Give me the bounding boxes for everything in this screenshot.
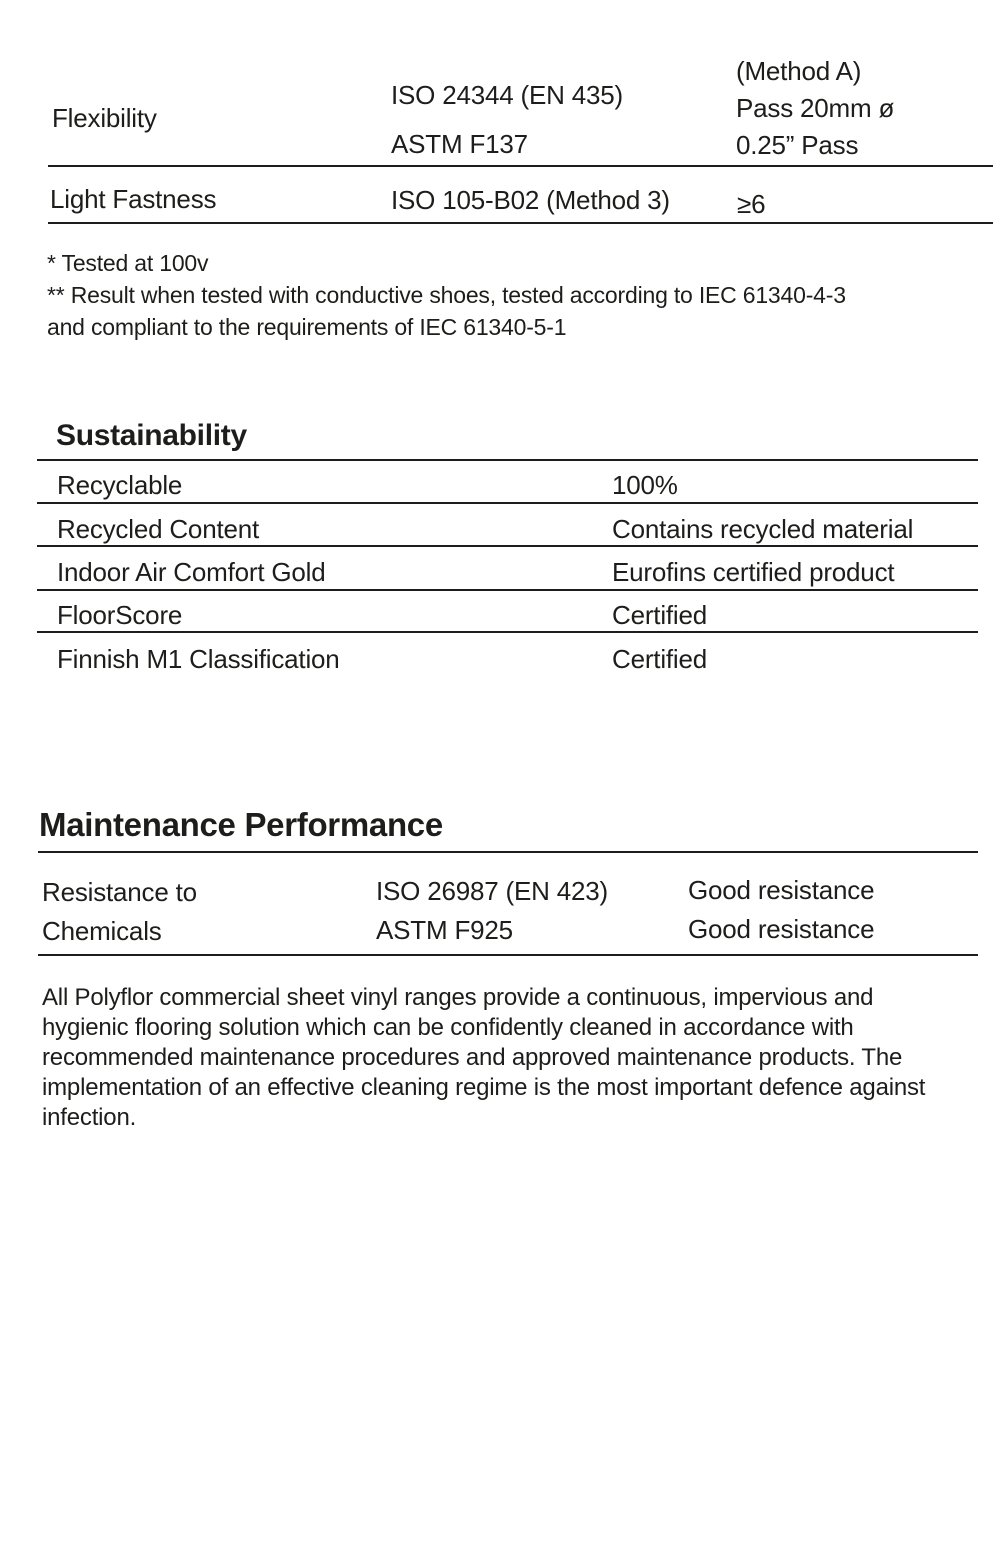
maintenance-note: All Polyflor commercial sheet vinyl ranges provide a continuous, impervious and hygienic flooring solution which can be confidently cleaned in accordance with recommended maintenance procedures and approved maintenance products. The implementation of an effective cleaning regime is the most important defence against infection. [42, 984, 926, 1131]
test-standard: ISO 105-B02 (Method 3) [391, 185, 670, 215]
divider [37, 502, 978, 504]
divider [48, 222, 993, 224]
test-result: 0.25” Pass [736, 130, 859, 160]
divider [37, 589, 978, 591]
footnote-line: and compliant to the requirements of IEC 61340-5-1 [47, 314, 567, 340]
property-name: Recyclable [57, 470, 183, 500]
property-value: 100% [612, 470, 678, 500]
property-value: Contains recycled material [612, 514, 914, 544]
divider [38, 851, 978, 853]
section-heading: Sustainability [56, 419, 247, 452]
test-result: (Method A) [736, 56, 862, 86]
property-name: Finnish M1 Classification [57, 644, 340, 674]
divider [37, 631, 978, 633]
property-name: Resistance to Chemicals [42, 877, 197, 946]
property-value: Eurofins certified product [612, 557, 895, 587]
divider [38, 954, 978, 956]
footnote-line: ** Result when tested with conductive shoes, tested according to IEC 61340-4-3 [47, 282, 846, 308]
test-standard: ISO 26987 (EN 423) [376, 876, 608, 906]
property-name: Flexibility [52, 103, 157, 133]
test-result: ≥6 [737, 189, 766, 219]
test-standard: ASTM F925 [376, 915, 513, 945]
divider [48, 165, 993, 167]
test-standard: ASTM F137 [391, 129, 528, 159]
property-name: Recycled Content [57, 514, 260, 544]
test-result: Good resistance [688, 875, 875, 905]
divider [37, 545, 978, 547]
footnote-line: * Tested at 100v [47, 250, 209, 276]
test-standard: ISO 24344 (EN 435) [391, 80, 623, 110]
property-name: FloorScore [57, 600, 183, 630]
property-value: Certified [612, 600, 708, 630]
test-result: Good resistance [688, 914, 875, 944]
property-name: Indoor Air Comfort Gold [57, 557, 326, 587]
section-heading: Maintenance Performance [39, 806, 443, 843]
divider [37, 459, 978, 461]
property-name: Light Fastness [50, 184, 217, 214]
test-result: Pass 20mm ø [736, 93, 895, 123]
property-value: Certified [612, 644, 708, 674]
